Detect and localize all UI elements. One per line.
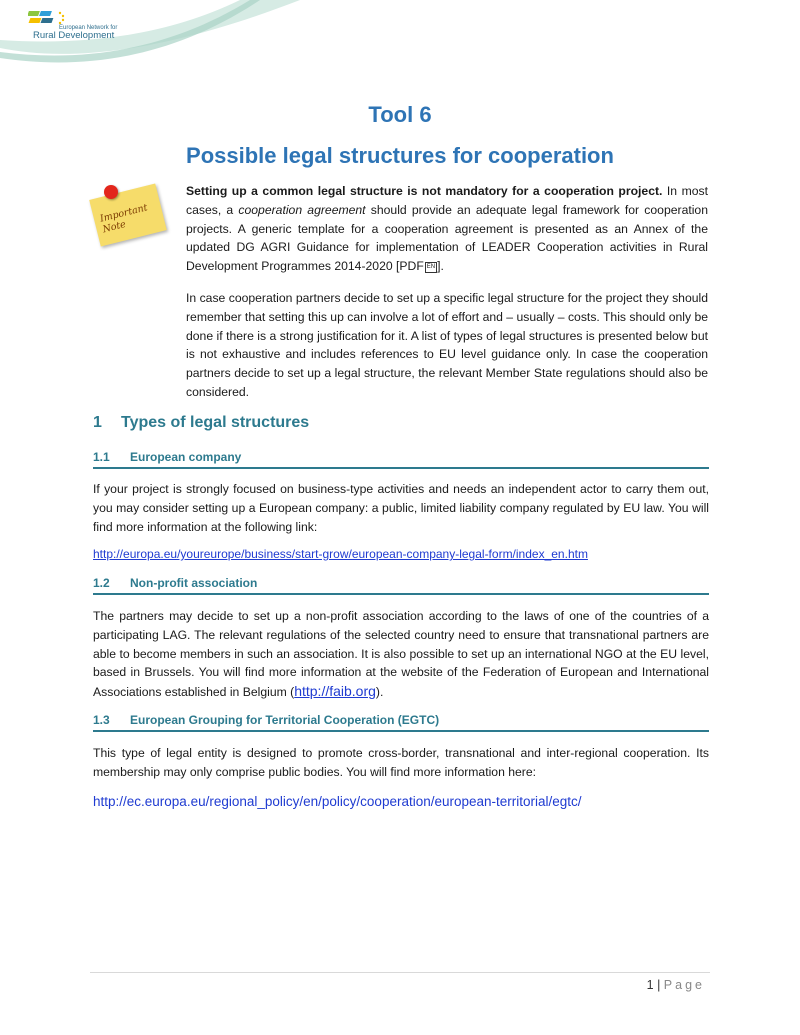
s13-text: This type of legal entity is designed to promote cross-border, transnational and inter-regional cooperation. Its membership may only comprise public bodies. You will find more information here: [93, 746, 709, 779]
s12-text [93, 607, 709, 702]
logo-text [33, 25, 117, 41]
european-company-link[interactable]: http://europa.eu/youreurope/business/start-grow/european-company-legal-form/index_en.htm [93, 547, 588, 561]
faib-link[interactable]: http://faib.org [294, 683, 376, 700]
section-1-num: 1 [93, 414, 102, 431]
page-title: Tool 6 [368, 102, 432, 127]
page-subtitle: Possible legal structures for cooperation [186, 143, 614, 168]
important-note-sticker [89, 183, 167, 246]
s13-num: 1.3 [93, 713, 110, 727]
s12-body: The partners may decide to set up a non-profit association according to the laws of one of the countries of a participating LAG. The relevant regulations of the selected country need to ensure that transnational partners are able to become members in such an association. It is also possible to set up an international NGO at the EU level, based in Brussels. You will find more information at the website of the Federation of European and International Associations established in Belgium ( [93, 609, 709, 700]
section-1-1-heading [93, 450, 709, 469]
logo-line2: Rural Development [33, 30, 115, 42]
intro-text-1: In most cases, a [186, 184, 708, 217]
s12-end: ). [375, 685, 384, 700]
s11-text: If your project is strongly focused on business-type activities and needs an independent actor to carry them out, you may consider setting up a European company: a public, limited liability company regulated by EU law. You will find more information at the following link: [93, 482, 709, 534]
egtc-link[interactable]: http://ec.europa.eu/regional_policy/en/policy/cooperation/european-territorial/egtc/ [93, 794, 582, 809]
note-label: Important Note [98, 202, 149, 236]
intro-paragraph-2: In case cooperation partners decide to set up a specific legal structure for the project they should remember that setting this up can involve a lot of effort and – usually – costs. This should only be done if there is a strong justification for it. A list of types of legal structures is presented below but is not exhaustive and includes references to EU level guidance only. In case the cooperation partners decide to set up a legal structure, the relevant Member State regulations should also be considered. [186, 291, 708, 399]
pin-icon [104, 185, 118, 199]
page-number: 1 [646, 978, 654, 992]
s11-num: 1.1 [93, 450, 110, 464]
intro-text-2: should provide an adequate legal framework for cooperation projects. A generic template for a cooperation agreement is presented as an Annex of the updated DG AGRI Guidance for implementation of LEADER Cooperation activities in Rural Development Programmes 2014-2020 [PDF [186, 202, 708, 274]
pdf-en-icon[interactable]: EN [425, 262, 437, 273]
section-1-heading [93, 414, 309, 432]
intro-paragraph [186, 182, 708, 276]
page-word: Page [663, 978, 705, 992]
s11-title: European company [130, 450, 242, 464]
footer-divider [90, 972, 710, 973]
section-1-3-heading [93, 713, 709, 732]
page-footer [647, 978, 705, 992]
section-1-title: Types of legal structures [121, 414, 310, 431]
section-1-2-heading [93, 576, 709, 595]
intro-italic: cooperation agreement [238, 202, 366, 217]
s12-num: 1.2 [93, 576, 110, 590]
logo-line1: European Network for [59, 25, 118, 31]
s12-title: Non-profit association [130, 576, 258, 590]
intro-bold: Setting up a common legal structure is not mandatory for a cooperation project. [186, 184, 663, 198]
footer-sep: | [653, 978, 664, 992]
s13-title: European Grouping for Territorial Cooperation (EGTC) [130, 713, 440, 727]
intro-text-3: ]. [437, 259, 444, 274]
